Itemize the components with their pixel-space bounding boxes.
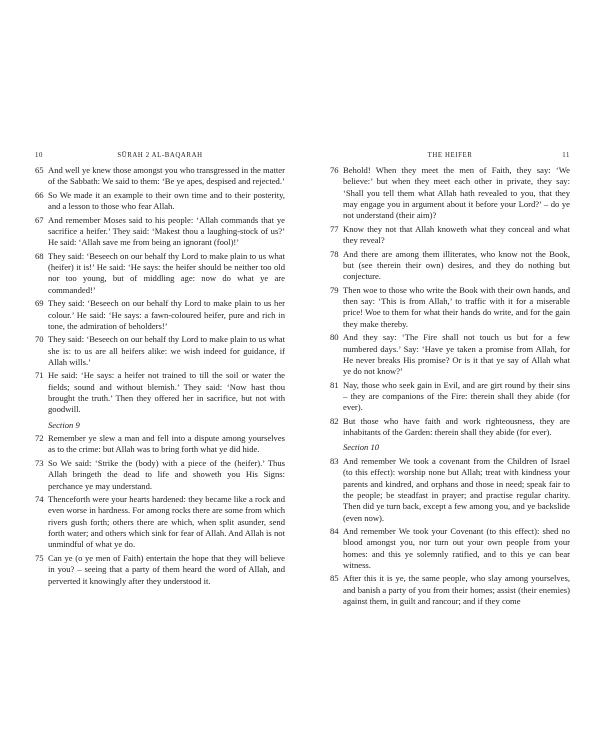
verse — [35, 494, 285, 551]
verse — [330, 526, 570, 571]
verse — [35, 190, 285, 213]
left-page-header — [35, 152, 285, 164]
verse — [330, 224, 570, 247]
verse — [330, 285, 570, 330]
verse-number: 69 — [35, 298, 44, 309]
verse-number: 76 — [330, 165, 339, 175]
verse — [35, 165, 285, 188]
verse-number: 80 — [330, 332, 339, 343]
verse — [35, 458, 285, 492]
verse-number: 71 — [35, 370, 44, 381]
right-page — [330, 152, 570, 610]
verse-number: 65 — [35, 165, 44, 175]
verse-number: 72 — [35, 433, 44, 444]
running-head: SŪRAH 2 AL-BAQARAH — [117, 152, 203, 159]
verse — [35, 298, 285, 332]
verse — [35, 433, 285, 456]
verse-number: 74 — [35, 494, 44, 505]
running-head: THE HEIFER — [427, 152, 473, 159]
verse — [35, 370, 285, 415]
right-page-header — [330, 152, 570, 164]
verse-number: 84 — [330, 525, 339, 536]
verse-text: They said: ‘Beseech on our behalf thy Lord to make plain to us what (heifer) it is!’ He said: ‘He says: the heifer should be neither too old nor too young, but of middling age: now do what ye are commanded!’ — [48, 250, 285, 295]
verse-text: Then woe to those who write the Book with their own hands, and then say: ‘This is from Allah,’ to traffic with it for a miserable price! Woe to them for what their hands do write, and for the gain they make thereby. — [343, 284, 570, 329]
left-page — [35, 152, 285, 589]
verse — [330, 416, 570, 439]
verse-number: 75 — [35, 552, 44, 563]
verse-text: Behold! When they meet the men of Faith, they say: ‘We believe:’ but when they meet each other in private, they say: ‘Shall you tell them what Allah hath revealed to you, that they may engage you in argument about it before your Lord?’ – do ye not understand (their aim)? — [343, 165, 570, 221]
section-heading: Section 9 — [48, 419, 80, 430]
verse-text: Thenceforth were your hearts hardened: they became like a rock and even worse in hardness. For among rocks there are some from which rivers gush forth; others there are which, when split asunder, send forth water; and others which sink for fear of Allah. And Allah is not unmindful of what ye do. — [48, 494, 285, 550]
page-number: 10 — [35, 152, 43, 159]
verse-text: So We made it an example to their own time and to their posterity, and a lesson to those who fear Allah. — [48, 189, 285, 212]
verse-number: 82 — [330, 415, 339, 426]
verse-number: 77 — [330, 223, 339, 234]
verse-text: They said: ‘Beseech on our behalf thy Lord to make plain to us what she is: to us are all heifers alike: we wish indeed for guidance, if Allah wills.’ — [48, 334, 285, 367]
verse-text: So We said: ‘Strike the (body) with a piece of the (heifer).’ Thus Allah bringeth the dead to life and showeth you His Signs: perchance ye may understand. — [48, 457, 285, 491]
verse-text: Remember ye slew a man and fell into a dispute among yourselves as to the crime: but Allah was to bring forth what ye did hide. — [48, 433, 285, 455]
verse-number: 78 — [330, 248, 339, 259]
verse-text: And remember We took your Covenant (to this effect): shed no blood amongst you, nor turn out your own people from your homes: and this ye solemnly ratified, and to this ye can bear witness. — [343, 525, 570, 570]
verse-text: And remember We took a covenant from the Children of Israel (to this effect): worship none but Allah; treat with kindness your parents and kindred, and orphans and those in need; speak fair to the people; be steadfast in prayer; and practise regular charity. Then did ye turn back, except a few among you, and ye backslide (even now). — [343, 455, 570, 523]
verse — [35, 251, 285, 296]
right-page-text — [330, 165, 570, 607]
verse-text: Know they not that Allah knoweth what they conceal and what they reveal? — [343, 223, 570, 246]
verse-text: But those who have faith and work righteousness, they are inhabitants of the Garden: therein shall they abide (for ever). — [343, 415, 570, 438]
verse-number: 81 — [330, 379, 339, 390]
verse — [330, 573, 570, 607]
verse-number: 68 — [35, 250, 44, 261]
verse-number: 73 — [35, 457, 44, 468]
verse-text: And they say: ‘The Fire shall not touch us but for a few numbered days.’ Say: ‘Have ye taken a promise from Allah, for He never breaks His promise? Or is it that ye say of Allah what ye do not know?’ — [343, 332, 570, 377]
section-heading: Section 10 — [343, 442, 380, 453]
verse-number: 85 — [330, 573, 339, 584]
verse-number: 70 — [35, 334, 44, 345]
verse-text: And remember Moses said to his people: ‘Allah commands that ye sacrifice a heifer.’ They said: ‘Makest thou a laughing-stock of us?’ He said: ‘Allah save me from being an ignorant (fool)!’ — [48, 214, 285, 248]
left-page-text — [35, 165, 285, 587]
verse — [35, 553, 285, 587]
verse-number: 67 — [35, 214, 44, 225]
verse — [330, 456, 570, 524]
verse-text: After this it is ye, the same people, who slay among yourselves, and banish a party of you from their homes; assist (their enemies) against them, in guilt and rancour; and if they come — [343, 573, 570, 607]
verse-text: And well ye knew those amongst you who transgressed in the matter of the Sabbath: We said to them: ‘Be ye apes, despised and rejected.’ — [48, 165, 285, 187]
verse — [330, 332, 570, 377]
verse — [330, 165, 570, 222]
verse — [330, 380, 570, 414]
verse-number: 66 — [35, 189, 44, 200]
verse — [330, 249, 570, 283]
verse-number: 79 — [330, 284, 339, 295]
verse-text: Can ye (o ye men of Faith) entertain the hope that they will believe in you? – seeing that a party of them heard the word of Allah, and perverted it knowingly after they understood it. — [48, 552, 285, 586]
page-number: 11 — [562, 152, 570, 159]
verse — [35, 334, 285, 368]
verse-text: Nay, those who seek gain in Evil, and are girt round by their sins – they are companions of the Fire: therein shall they abide (for ever). — [343, 379, 570, 413]
verse-text: And there are among them illiterates, who know not the Book, but (see therein their own) desires, and they do nothing but conjecture. — [343, 248, 570, 282]
verse-text: They said: ‘Beseech on our behalf thy Lord to make plain to us her colour.’ He said: ‘He says: a fawn-coloured heifer, pure and rich in tone, the admiration of beholders!’ — [48, 298, 285, 331]
verse — [35, 215, 285, 249]
verse-text: He said: ‘He says: a heifer not trained to till the soil or water the fields; sound and without blemish.’ They said: ‘Now hast thou brought the truth.’ Then they offered her in sacrifice, but not with goodwill. — [48, 370, 285, 415]
verse-number: 83 — [330, 455, 339, 466]
